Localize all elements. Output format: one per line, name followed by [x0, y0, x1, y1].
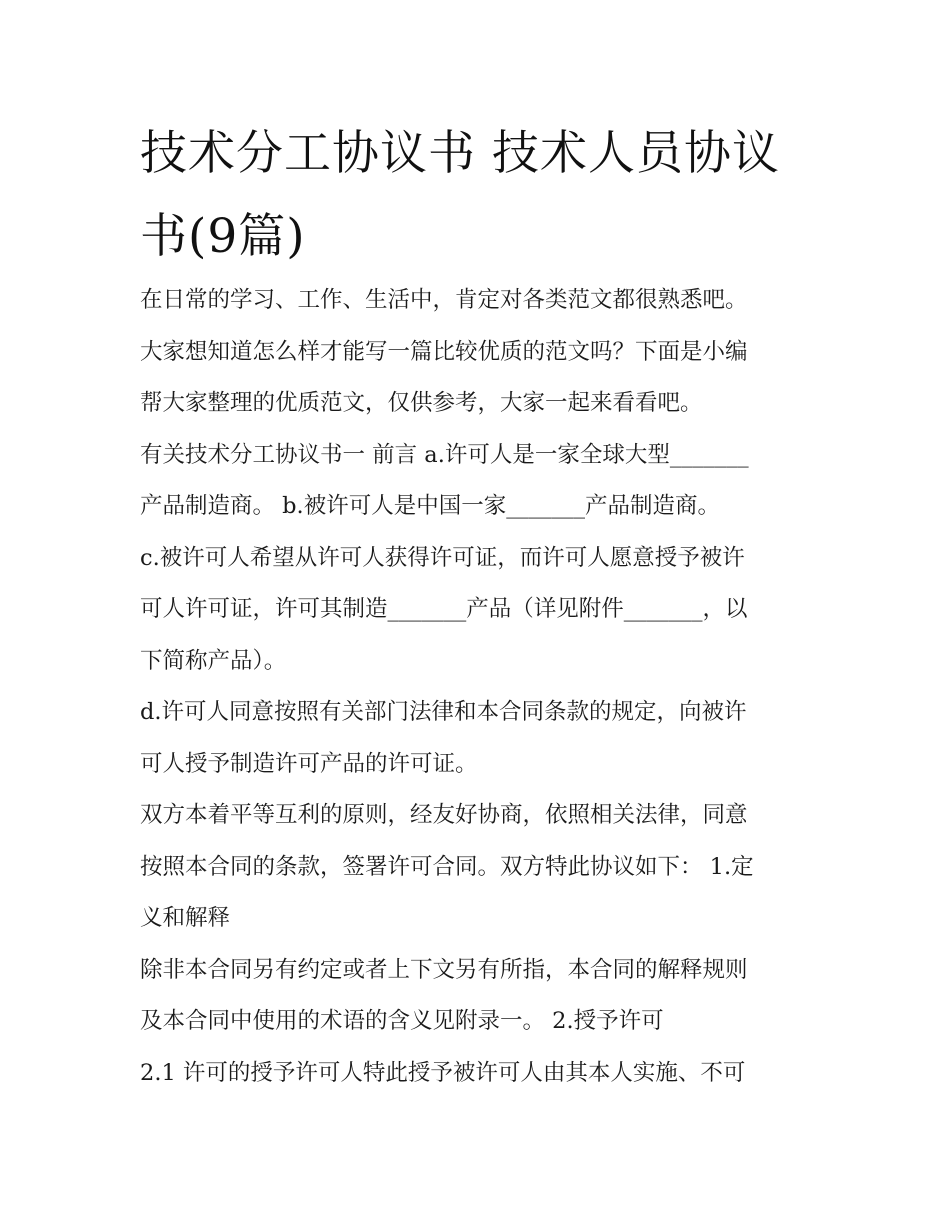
body-line: 双方本着平等互利的原则，经友好协商，依照相关法律，同意	[140, 802, 748, 828]
body-line: 2.1 许可的授予许可人特此授予被许可人由其本人实施、不可	[140, 1059, 746, 1086]
body-line: 除非本合同另有约定或者上下文另有所指，本合同的解释规则	[140, 956, 748, 983]
title-line-1: 技术分工协议书 技术人员协议	[140, 126, 780, 181]
title-line-2: 书(9篇)	[140, 209, 306, 264]
body-line: 按照本合同的条款，签署许可合同。双方特此协议如下： 1.定	[140, 853, 754, 880]
document-body	[140, 275, 820, 1099]
body-line: c.被许可人希望从许可人获得许可证，而许可人愿意授予被许	[140, 544, 745, 571]
body-line: 义和解释	[140, 905, 231, 931]
body-line: 可人授予制造许可产品的许可证。	[140, 750, 478, 777]
body-line: 大家想知道怎么样才能写一篇比较优质的范文吗？下面是小编	[140, 338, 748, 365]
body-line: d.许可人同意按照有关部门法律和本合同条款的规定，向被许	[140, 699, 747, 725]
body-line: 及本合同中使用的术语的含义见附录一。 2.授予许可	[140, 1008, 664, 1034]
body-line: 有关技术分工协议书一 前言 a.许可人是一家全球大型_______	[140, 441, 749, 468]
body-line: 可人许可证，许可其制造_______产品（详见附件_______，以	[140, 596, 748, 622]
body-line: 帮大家整理的优质范文，仅供参考，大家一起来看看吧。	[140, 390, 703, 416]
document-title	[140, 112, 820, 278]
body-line: 在日常的学习、工作、生活中，肯定对各类范文都很熟悉吧。	[140, 287, 748, 313]
body-line: 产品制造商。 b.被许可人是中国一家_______产品制造商。	[140, 493, 720, 519]
body-line: 下简称产品）。	[140, 647, 287, 674]
